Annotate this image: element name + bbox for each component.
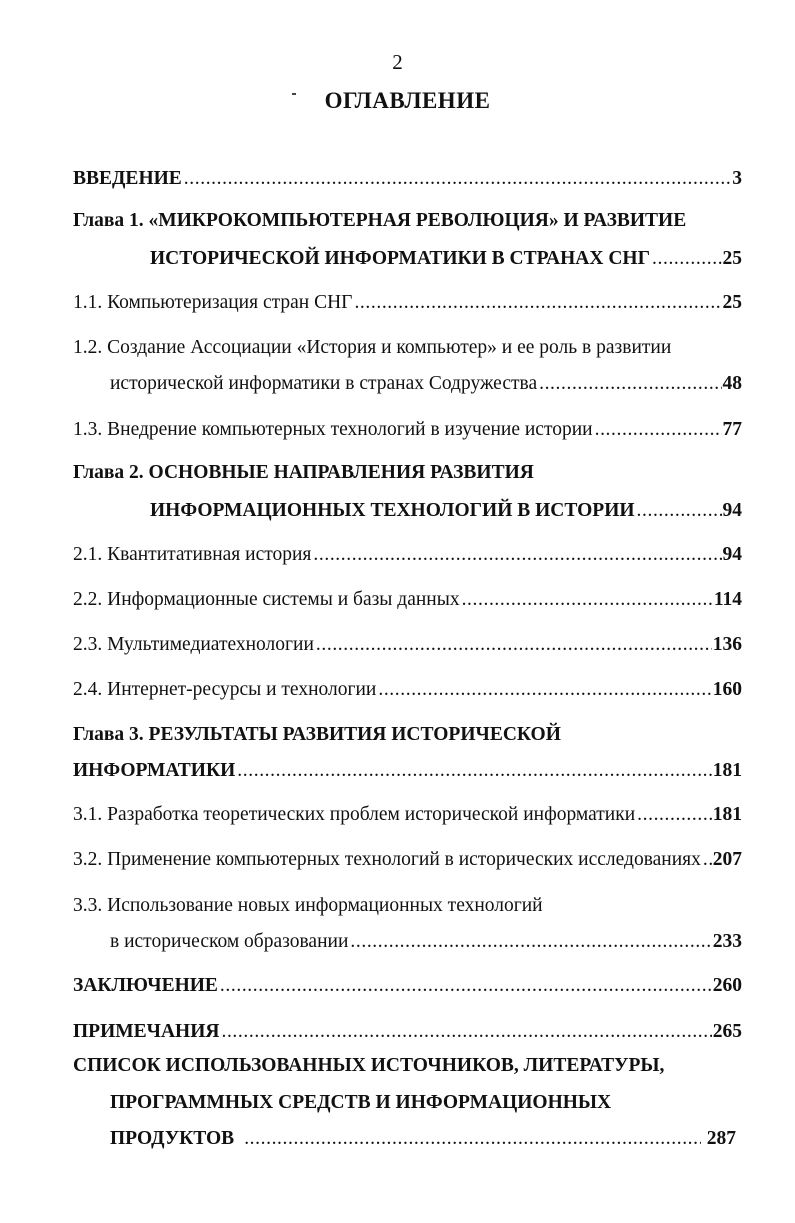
toc-entry-page: 114 bbox=[713, 589, 742, 610]
dot-leader bbox=[652, 245, 721, 273]
dot-leader bbox=[244, 1125, 701, 1153]
dot-leader bbox=[220, 972, 712, 1000]
page-number: 2 bbox=[392, 50, 403, 74]
toc-section-2-2[interactable] bbox=[73, 586, 742, 614]
dot-leader bbox=[184, 165, 731, 193]
toc-entry-text: 1.3. Внедрение компьютерных технологий в изучение истории bbox=[73, 419, 593, 440]
dot-leader bbox=[350, 928, 711, 956]
toc-entry-introduction[interactable] bbox=[73, 165, 742, 193]
toc-entry-text: ПРОДУКТОВ bbox=[110, 1128, 235, 1149]
toc-bibliography-line1[interactable] bbox=[73, 1052, 664, 1080]
toc-entry-page: 25 bbox=[722, 292, 742, 313]
toc-entry-page: 260 bbox=[712, 975, 742, 996]
toc-bibliography-line2[interactable] bbox=[110, 1089, 611, 1117]
toc-entry-page: 160 bbox=[712, 679, 742, 700]
toc-chapter-3-line2[interactable] bbox=[73, 757, 742, 785]
toc-section-1-3[interactable] bbox=[73, 416, 742, 444]
dot-leader bbox=[237, 757, 711, 785]
toc-entry-text: Глава 1. «МИКРОКОМПЬЮТЕРНАЯ РЕВОЛЮЦИЯ» И РАЗВИТИЕ bbox=[73, 210, 687, 231]
toc-entry-text: 3.1. Разработка теоретических проблем исторической информатики bbox=[73, 804, 636, 825]
toc-entry-page: 207 bbox=[712, 849, 742, 870]
toc-entry-page: 233 bbox=[712, 931, 742, 952]
dot-leader bbox=[316, 631, 712, 659]
toc-entry-text: 2.1. Квантитативная история bbox=[73, 544, 312, 565]
toc-section-2-3[interactable] bbox=[73, 631, 742, 659]
toc-section-1-2-line2[interactable] bbox=[110, 370, 742, 398]
toc-entry-conclusion[interactable] bbox=[73, 972, 742, 1000]
toc-section-2-1[interactable] bbox=[73, 541, 742, 569]
toc-entry-text: 2.4. Интернет-ресурсы и технологии bbox=[73, 679, 377, 700]
toc-entry-page: 181 bbox=[712, 804, 742, 825]
toc-entry-text: 1.2. Создание Ассоциации «История и компьютер» и ее роль в развитии bbox=[73, 337, 672, 358]
toc-entry-page: 3 bbox=[732, 168, 742, 189]
toc-entry-text: 2.3. Мультимедиатехнологии bbox=[73, 634, 314, 655]
dot-leader bbox=[313, 541, 721, 569]
toc-entry-text: исторической информатики в странах Содружества bbox=[110, 373, 538, 394]
toc-entry-page: 181 bbox=[712, 760, 742, 781]
toc-entry-text: ЗАКЛЮЧЕНИЕ bbox=[73, 975, 218, 996]
toc-entry-text: 3.3. Использование новых информационных технологий bbox=[73, 895, 543, 916]
toc-entry-text: Глава 2. ОСНОВНЫЕ НАПРАВЛЕНИЯ РАЗВИТИЯ bbox=[73, 462, 534, 483]
toc-section-3-2[interactable] bbox=[73, 846, 742, 874]
toc-entry-text: Глава 3. РЕЗУЛЬТАТЫ РАЗВИТИЯ ИСТОРИЧЕСКОЙ bbox=[73, 724, 561, 745]
toc-chapter-1-line2[interactable] bbox=[150, 245, 742, 273]
dot-leader bbox=[595, 416, 722, 444]
dot-leader bbox=[221, 1018, 711, 1046]
toc-bibliography-line3[interactable] bbox=[110, 1125, 736, 1153]
toc-entry-page: 25 bbox=[722, 248, 742, 269]
toc-chapter-3-line1[interactable] bbox=[73, 721, 561, 749]
toc-entry-page: 94 bbox=[722, 500, 742, 521]
toc-entry-text: ИНФОРМАТИКИ bbox=[73, 760, 236, 781]
dot-leader bbox=[637, 801, 712, 829]
toc-entry-page: 48 bbox=[722, 373, 742, 394]
toc-section-2-4[interactable] bbox=[73, 676, 742, 704]
toc-entry-text: ИНФОРМАЦИОННЫХ ТЕХНОЛОГИЙ В ИСТОРИИ bbox=[150, 500, 635, 521]
toc-entry-page: 136 bbox=[712, 634, 742, 655]
toc-entry-page: 94 bbox=[722, 544, 742, 565]
dot-leader bbox=[703, 846, 712, 874]
toc-entry-text: ИСТОРИЧЕСКОЙ ИНФОРМАТИКИ В СТРАНАХ СНГ bbox=[150, 248, 651, 269]
dot-leader bbox=[539, 370, 721, 398]
toc-entry-page: 77 bbox=[722, 419, 742, 440]
toc-section-3-3-line2[interactable] bbox=[110, 928, 742, 956]
dot-leader bbox=[354, 289, 721, 317]
toc-entry-text: 2.2. Информационные системы и базы данных bbox=[73, 589, 460, 610]
toc-section-1-2-line1[interactable] bbox=[73, 334, 671, 362]
dot-leader bbox=[462, 586, 713, 614]
toc-section-3-3-line1[interactable] bbox=[73, 892, 543, 920]
toc-chapter-1-line1[interactable] bbox=[73, 207, 686, 235]
toc-entry-text: ВВЕДЕНИЕ bbox=[73, 168, 182, 189]
toc-section-1-1[interactable] bbox=[73, 289, 742, 317]
dot-leader bbox=[378, 676, 711, 704]
toc-entry-text: в историческом образовании bbox=[110, 931, 349, 952]
toc-entry-text: 1.1. Компьютеризация стран СНГ bbox=[73, 292, 353, 313]
toc-entry-text: ПРИМЕЧАНИЯ bbox=[73, 1021, 220, 1042]
toc-entry-text: СПИСОК ИСПОЛЬЗОВАННЫХ ИСТОЧНИКОВ, ЛИТЕРАТУРЫ, bbox=[73, 1055, 665, 1076]
dot-leader bbox=[637, 497, 722, 525]
toc-chapter-2-line2[interactable] bbox=[150, 497, 742, 525]
toc-chapter-2-line1[interactable] bbox=[73, 459, 534, 487]
toc-entry-text: ПРОГРАММНЫХ СРЕДСТВ И ИНФОРМАЦИОННЫХ bbox=[110, 1092, 612, 1113]
toc-section-3-1[interactable] bbox=[73, 801, 742, 829]
toc-entry-notes[interactable] bbox=[73, 1018, 742, 1046]
toc-entry-text: 3.2. Применение компьютерных технологий в исторических исследованиях bbox=[73, 849, 701, 870]
toc-entry-page: 287 bbox=[706, 1128, 736, 1149]
toc-entry-page: 265 bbox=[712, 1021, 742, 1042]
toc-title: ОГЛАВЛЕНИЕ bbox=[324, 88, 491, 113]
